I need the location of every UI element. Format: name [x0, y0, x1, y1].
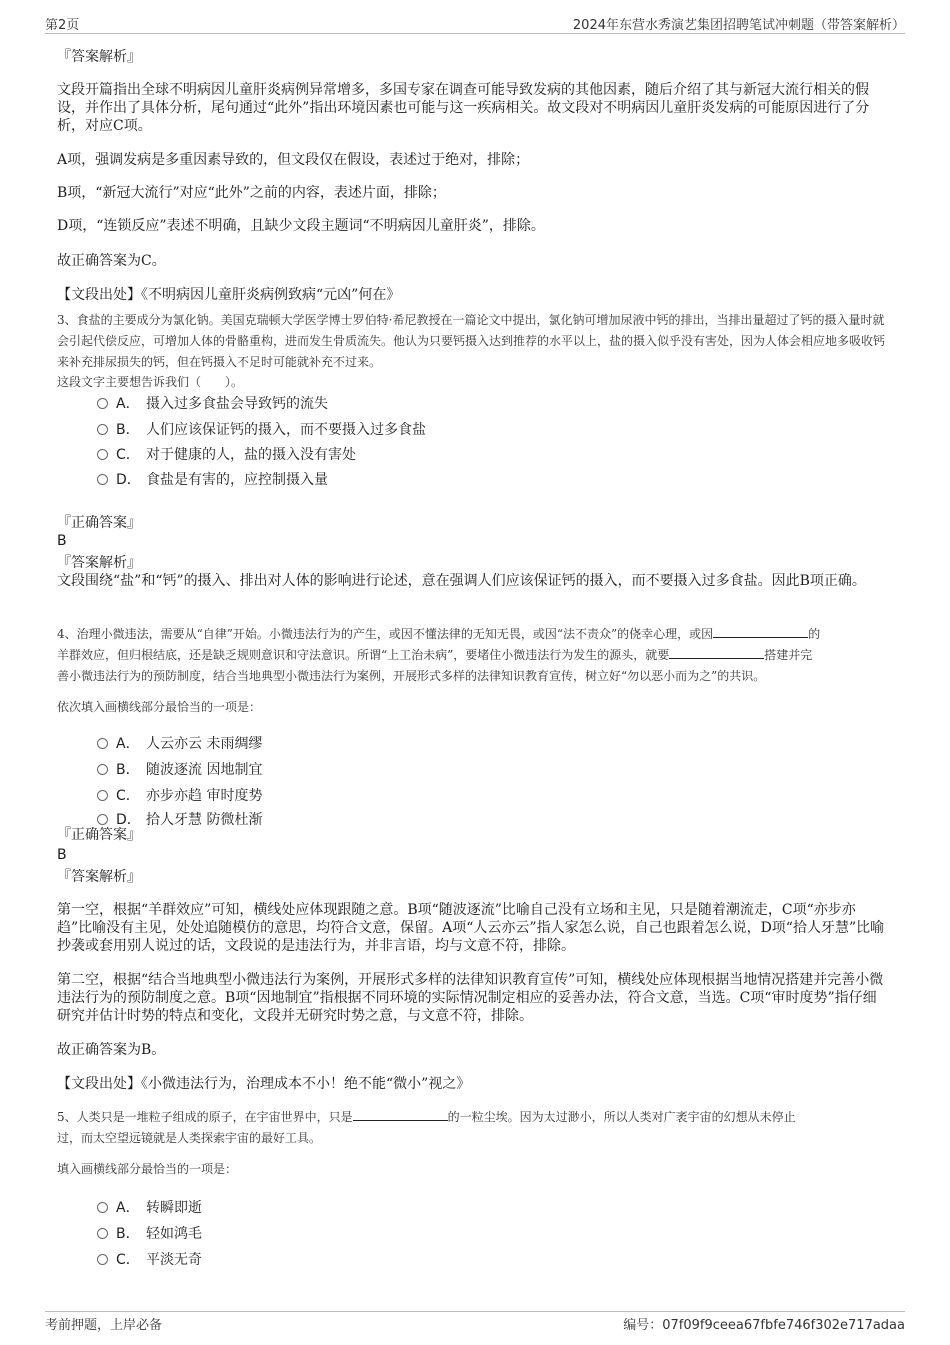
q2-conclusion: 故正确答案为C。	[57, 253, 166, 269]
radio-icon[interactable]	[97, 1254, 108, 1265]
q4-analysis-label: 『答案解析』	[57, 869, 141, 885]
q3-correct-answer: B	[57, 533, 67, 549]
q5-option-b[interactable]: B． 轻如鸿毛	[97, 1223, 202, 1245]
q2-analysis-a: A项，强调发病是多重因素导致的，但文段仅在假设，表述过于绝对，排除；	[57, 152, 530, 168]
q4-source: 【文段出处】《小微违法行为，治理成本不小！绝不能“微小”视之》	[57, 1076, 471, 1092]
radio-icon[interactable]	[97, 764, 108, 775]
q4-option-d[interactable]: D． 拾人牙慧 防微杜渐	[97, 809, 262, 831]
radio-icon[interactable]	[97, 814, 108, 825]
q5-prompt: 填入画横线部分最恰当的一项是：	[57, 1162, 238, 1176]
radio-icon[interactable]	[97, 398, 108, 409]
document-id: 编号：07f09f9ceea67fbfe746f302e717adaa	[623, 1318, 905, 1333]
q2-analysis-b: B项，“新冠大流行”对应“此外”之前的内容，表述片面，排除；	[57, 185, 446, 201]
footer-slogan: 考前押题，上岸必备	[45, 1318, 163, 1333]
q3-analysis-label: 『答案解析』	[57, 555, 141, 571]
q3-correct-label: 『正确答案』	[57, 515, 141, 531]
q2-analysis-p1: 文段开篇指出全球不明病因儿童肝炎病例异常增多，多国专家在调查可能导致发病的其他因素，随后介绍了其与新冠大流行相关的假设，并作出了具体分析，尾句通过“此外”指出环境因素也可能与这一疾病相关。故文段对不明病因儿童肝炎发病的可能原因进行了分析，对应C项。	[57, 82, 870, 134]
fill-blank	[353, 1108, 448, 1121]
radio-icon[interactable]	[97, 1202, 108, 1213]
page-number: 第2页	[45, 18, 80, 33]
q3-option-a[interactable]: A． 摄入过多食盐会导致钙的流失	[97, 393, 328, 415]
q5-option-c[interactable]: C． 平淡无奇	[97, 1249, 202, 1271]
q3-stem: 3、食盐的主要成分为氯化钠。美国克瑞顿大学医学博士罗伯特·希尼教授在一篇论文中提出，氯化钠可增加尿液中钙的排出，当排出量超过了钙的摄入量时就会引起代偿反应，可增加人体的骨骼重构，进而发生骨质流失。他认为只要钙摄入达到推荐的水平以上，盐的摄入似乎没有害处，因为人体会相应地多吸收钙来补充排尿损失的钙，但在钙摄入不足时可能就补充不过来。	[57, 313, 886, 369]
q4-analysis-p1: 第一空，根据“羊群效应”可知，横线处应体现跟随之意。B项“随波逐流”比喻自己没有立场和主见，只是随着潮流走，C项“亦步亦趋”比喻没有主见，处处追随模仿的意思，均符合文意，保留。A项“人云亦云”指人家怎么说，自己也跟着怎么说，D项“拾人牙慧”比喻抄袭或套用别人说过的话，文段说的是违法行为，并非言语，均与文意不符，排除。	[57, 902, 885, 954]
q4-conclusion: 故正确答案为B。	[57, 1042, 166, 1058]
radio-icon[interactable]	[97, 424, 108, 435]
fill-blank	[669, 646, 764, 659]
header-divider	[45, 33, 905, 34]
q5-stem: 5、人类只是一堆粒子组成的原子，在宇宙世界中，只是 的一粒尘埃。因为太过渺小，所以人类对广袤宇宙的幻想从未停止 过，而太空望远镜就是人类探索宇宙的最好工具。	[57, 1110, 796, 1145]
q2-analysis-label: 『答案解析』	[57, 49, 141, 65]
q4-option-c[interactable]: C． 亦步亦趋 审时度势	[97, 785, 262, 807]
radio-icon[interactable]	[97, 738, 108, 749]
footer-divider	[45, 1311, 905, 1312]
q3-prompt: 这段文字主要想告诉我们（ ）。	[57, 375, 244, 389]
q4-stem: 4、治理小微违法，需要从“自律”开始。小微违法行为的产生，或因不懂法律的无知无畏，或因“法不责众”的侥幸心理，或因 的 羊群效应，但归根结底，还是缺乏规则意识和守法意识。所谓“上工治未病”，要堵住小微违法行为发生的源头，就要 搭建并完 善小微违法行为的预防制度，结合当地典型小微违法行为案例，开展形式多样的法律知识教育宣传，树立好“勿以恶小而为之”的共识。	[57, 627, 821, 683]
q3-option-d[interactable]: D． 食盐是有害的，应控制摄入量	[97, 469, 328, 491]
radio-icon[interactable]	[97, 1228, 108, 1239]
radio-icon[interactable]	[97, 790, 108, 801]
q3-option-c[interactable]: C． 对于健康的人，盐的摄入没有害处	[97, 444, 356, 466]
q5-option-a[interactable]: A． 转瞬即逝	[97, 1197, 202, 1219]
q4-option-a[interactable]: A． 人云亦云 未雨绸缪	[97, 733, 262, 755]
q2-source: 【文段出处】《不明病因儿童肝炎病例致病“元凶”何在》	[57, 287, 401, 303]
radio-icon[interactable]	[97, 474, 108, 485]
q4-option-b[interactable]: B． 随波逐流 因地制宜	[97, 759, 262, 781]
q4-analysis-p2: 第二空，根据“结合当地典型小微违法行为案例，开展形式多样的法律知识教育宣传”可知，横线处应体现根据当地情况搭建并完善小微违法行为的预防制度之意。B项“因地制宜”指根据不同环境的实际情况制定相应的妥善办法，符合文意，当选。C项“审时度势”指仔细研究并估计时势的特点和变化，文段并无研究时势之意，与文意不符，排除。	[57, 972, 884, 1024]
q2-analysis-d: D项，“连锁反应”表述不明确，且缺少文段主题词“不明病因儿童肝炎”，排除。	[57, 218, 545, 234]
fill-blank	[713, 625, 808, 638]
q3-analysis: 文段围绕“盐”和“钙”的摄入、排出对人体的影响进行论述，意在强调人们应该保证钙的摄入，而不要摄入过多食盐。因此B项正确。	[57, 573, 866, 589]
q4-prompt: 依次填入画横线部分最恰当的一项是：	[57, 700, 262, 714]
q3-option-b[interactable]: B． 人们应该保证钙的摄入，而不要摄入过多食盐	[97, 419, 426, 441]
q4-correct-label: 『正确答案』	[57, 827, 141, 843]
q4-correct-answer: B	[57, 847, 67, 863]
radio-icon[interactable]	[97, 449, 108, 460]
document-title: 2024年东营水秀演艺集团招聘笔试冲刺题（带答案解析）	[572, 18, 905, 33]
